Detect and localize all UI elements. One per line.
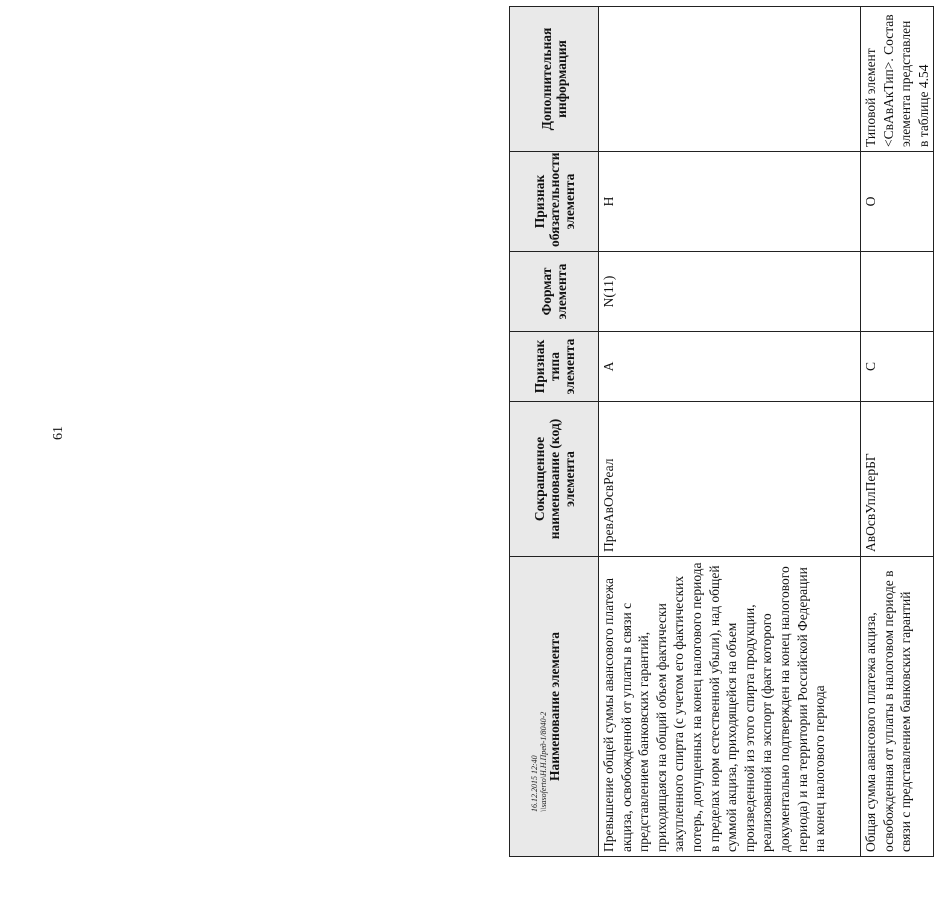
header-element-name: Наименование элемента (510, 557, 599, 857)
footer-note (530, 712, 548, 812)
cell-additional-info: Типовой элемент <СвАвАкТип>. Состав элемента представлен в таблице 4.54 (861, 7, 934, 152)
header-element-format: Формат элемента (510, 252, 599, 332)
header-additional-info: Дополнительная информация (510, 7, 599, 152)
page-number: 61 (51, 426, 66, 440)
cell-element-name: Общая сумма авансового платежа акциза, освобожденная от уплаты в налоговом периоде в связи с представлением банковских гарантий (861, 557, 934, 857)
header-required-flag: Признак обязательности элемента (510, 152, 599, 252)
cell-short-code: АвОсвУплПерБГ (861, 402, 934, 557)
cell-element-type: А (599, 332, 861, 402)
cell-element-type: С (861, 332, 934, 402)
cell-additional-info (599, 7, 861, 152)
element-spec-table (509, 6, 934, 857)
footer-timestamp: 16.12.2015 12:40 (530, 755, 539, 812)
footer-path: \\sasoferto\Н.Н.Пред-1/8040-2 (539, 711, 548, 812)
table-header-row (510, 7, 599, 857)
cell-element-format: N(11) (599, 252, 861, 332)
cell-element-format (861, 252, 934, 332)
table-row (599, 7, 861, 857)
header-short-code: Сокращенное наименование (код) элемента (510, 402, 599, 557)
cell-required-flag: Н (599, 152, 861, 252)
table-row (861, 7, 934, 857)
table-wrapper (509, 7, 932, 857)
cell-short-code: ПревАвОсвРеал (599, 402, 861, 557)
cell-required-flag: О (861, 152, 934, 252)
header-element-type: Признак типа элемента (510, 332, 599, 402)
cell-element-name: Превышение общей суммы авансового платежа акциза, освобожденной от уплаты в связи с представлением банковских гарантий, приходящаяся на общий объем фактически закупленного спирта (с учетом его фактических потерь, допущенных на конец налогового периода в пределах норм естественной убыли), над общей суммой акциза, приходящейся на объем произведенной из этого спирта продукции, реализованной на экспорт (факт которого документально подтвержден на конец налогового периода) и на территории Российской Федерации на конец налогового периода (599, 557, 861, 857)
